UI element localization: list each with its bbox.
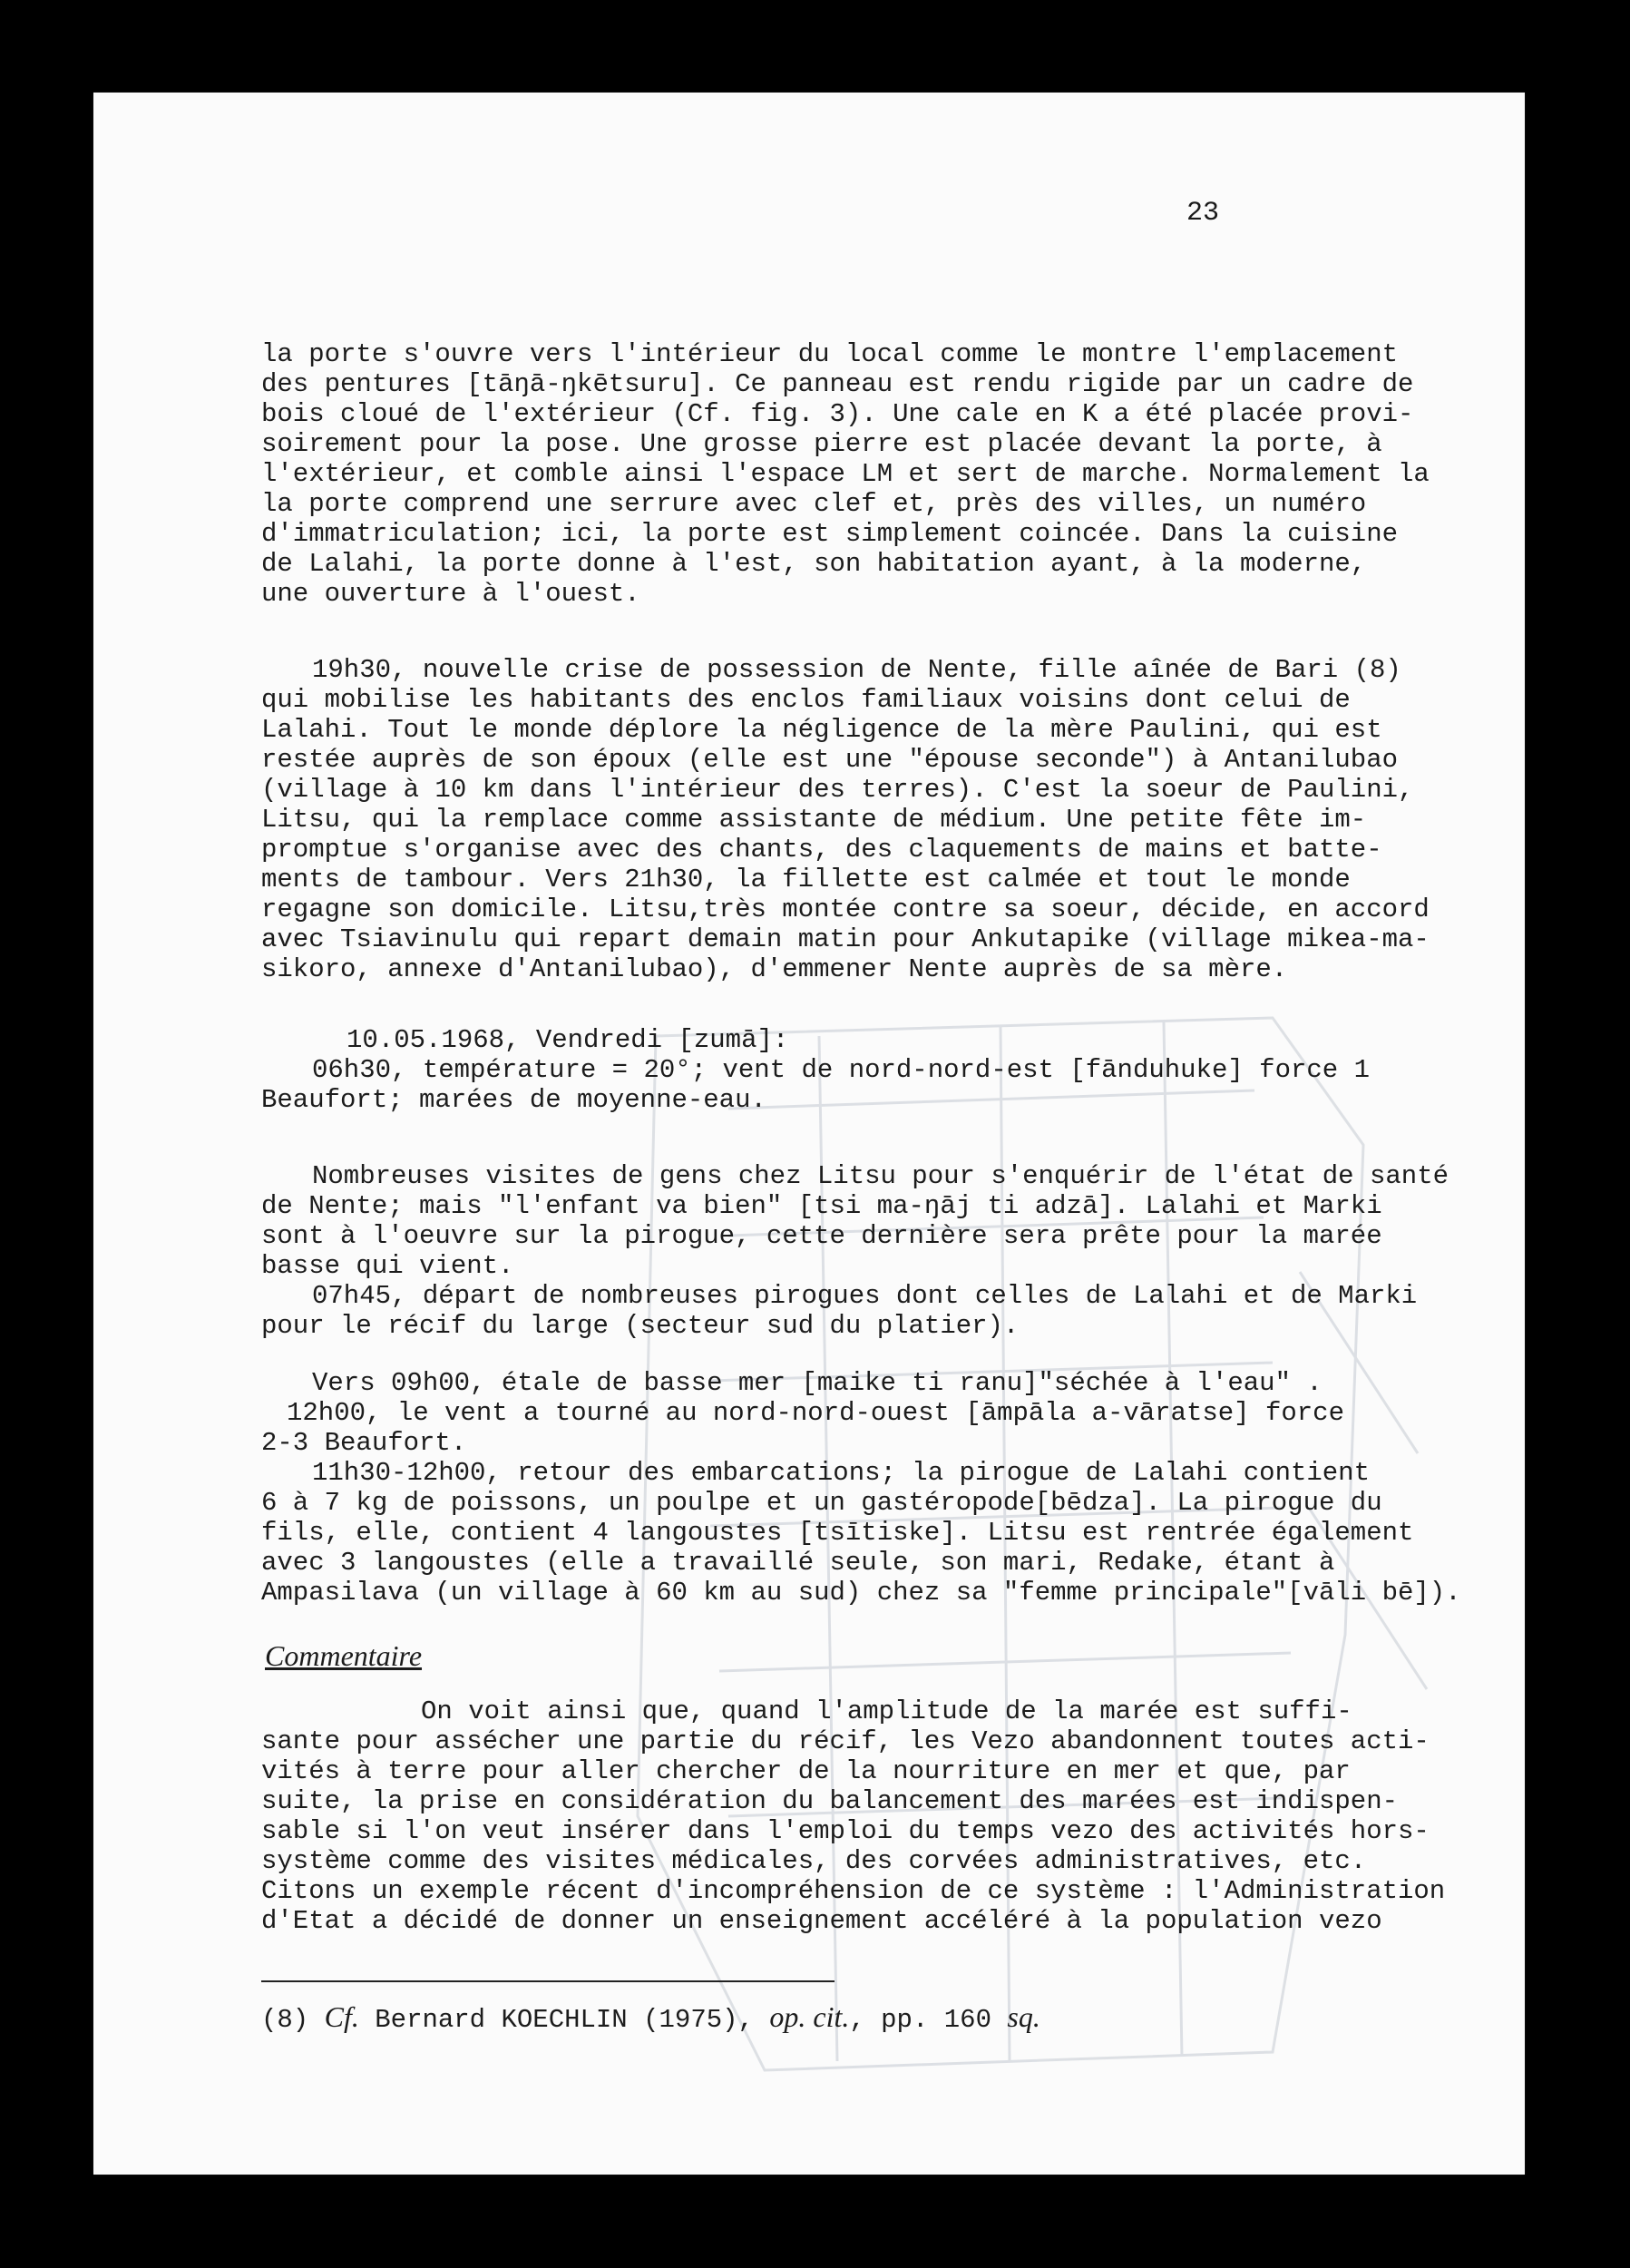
text-line: 12h00, le vent a tourné au nord-nord-ouest [āmpāla a-vāratse] force	[287, 1398, 1344, 1428]
text-line: restée auprès de son époux (elle est une "épouse seconde") à Antanilubao	[261, 745, 1399, 775]
text-line: (village à 10 km dans l'intérieur des terres). C'est la soeur de Paulini,	[261, 775, 1414, 805]
text-line: des pentures [tāŋā-ŋkētsuru]. Ce panneau est rendu rigide par un cadre de	[261, 369, 1414, 399]
text-line: Nombreuses visites de gens chez Litsu pour s'enquérir de l'état de santé	[312, 1161, 1449, 1191]
text-line: sikoro, annexe d'Antanilubao), d'emmener Nente auprès de sa mère.	[261, 954, 1288, 984]
text-line: soirement pour la pose. Une grosse pierre est placée devant la porte, à	[261, 429, 1382, 459]
paragraph-door	[261, 339, 1430, 609]
text-line: pour le récif du large (secteur sud du platier).	[261, 1311, 1020, 1341]
text-line: suite, la prise en considération du balancement des marées est indispen-	[261, 1786, 1399, 1816]
footnote-author: Bernard KOECHLIN	[375, 2005, 628, 2035]
text-line: ments de tambour. Vers 21h30, la fillette est calmée et tout le monde	[261, 865, 1351, 894]
text-line: Litsu, qui la remplace comme assistante de médium. Une petite fête im-	[261, 805, 1367, 835]
text-line: On voit ainsi que, quand l'amplitude de la marée est suffi-	[421, 1696, 1352, 1726]
text-line: Beaufort; marées de moyenne-eau.	[261, 1085, 766, 1115]
text-line: 06h30, température = 20°; vent de nord-nord-est [fānduhuke] force 1	[312, 1055, 1370, 1085]
text-line: Ampasilava (un village à 60 km au sud) chez sa "femme principale"[vāli bē]).	[261, 1578, 1461, 1608]
text-line: d'immatriculation; ici, la porte est simplement coincée. Dans la cuisine	[261, 519, 1399, 549]
footnote-year: (1975),	[643, 2005, 754, 2035]
text-line: d'Etat a décidé de donner un enseignement accéléré à la population vezo	[261, 1906, 1382, 1936]
text-line: 19h30, nouvelle crise de possession de Nente, fille aînée de Bari (8)	[312, 655, 1401, 685]
text-line: qui mobilise les habitants des enclos familiaux voisins dont celui de	[261, 685, 1351, 715]
paragraph-tide	[261, 1368, 1461, 1608]
footnote-cf: Cf.	[324, 2000, 359, 2033]
text-line: avec Tsiavinulu qui repart demain matin pour Ankutapike (village mikea-ma-	[261, 924, 1430, 954]
footnote-separator	[261, 1980, 835, 1982]
text-line: fils, elle, contient 4 langoustes [tsītiske]. Litsu est rentrée également	[261, 1518, 1414, 1548]
text-line: regagne son domicile. Litsu,très montée contre sa soeur, décide, en accord	[261, 894, 1430, 924]
text-line: Citons un exemple récent d'incompréhension de ce système : l'Administration	[261, 1876, 1446, 1906]
text-line: la porte comprend une serrure avec clef et, près des villes, un numéro	[261, 489, 1367, 519]
text-line: système comme des visites médicales, des corvées administratives, etc.	[261, 1846, 1367, 1876]
text-line: basse qui vient.	[261, 1251, 514, 1281]
commentary-heading: Commentaire	[265, 1639, 423, 1672]
text-line: de Lalahi, la porte donne à l'est, son habitation ayant, à la moderne,	[261, 549, 1367, 579]
footnote-pages: , pp. 160	[849, 2005, 991, 2035]
text-line: de Nente; mais "l'enfant va bien" [tsi ma-ŋāj ti adzā]. Lalahi et Marki	[261, 1191, 1382, 1221]
text-line: 2-3 Beaufort.	[261, 1428, 467, 1458]
paragraph-commentary	[261, 1696, 1446, 1936]
text-line: une ouverture à l'ouest.	[261, 579, 640, 609]
page-number: 23	[1186, 198, 1220, 229]
paragraph-possession-crisis	[261, 655, 1430, 984]
text-line: sont à l'oeuvre sur la pirogue, cette dernière sera prête pour la marée	[261, 1221, 1382, 1251]
text-line: 6 à 7 kg de poissons, un poulpe et un gastéropode[bēdza]. La pirogue du	[261, 1488, 1382, 1518]
paragraph-visits	[261, 1161, 1449, 1341]
text-line: promptue s'organise avec des chants, des claquements de mains et batte-	[261, 835, 1382, 865]
footnote	[261, 2000, 1040, 2035]
text-line: avec 3 langoustes (elle a travaillé seule, son mari, Redake, étant à	[261, 1548, 1335, 1578]
text-line: la porte s'ouvre vers l'intérieur du local comme le montre l'emplacement	[261, 339, 1399, 369]
footnote-sq: sq.	[1007, 2000, 1040, 2033]
text-line: Vers 09h00, étale de basse mer [maike ti ranu]"séchée à l'eau" .	[312, 1368, 1323, 1398]
text-line: bois cloué de l'extérieur (Cf. fig. 3). Une cale en K a été placée provi-	[261, 399, 1414, 429]
text-line: vités à terre pour aller chercher de la nourriture en mer et que, par	[261, 1756, 1351, 1786]
text-line: l'extérieur, et comble ainsi l'espace LM et sert de marche. Normalement la	[261, 459, 1430, 489]
paragraph-date-entry	[261, 1025, 1404, 1115]
text-line: sante pour assécher une partie du récif, les Vezo abandonnent toutes acti-	[261, 1726, 1430, 1756]
footnote-opcit: op. cit.	[769, 2000, 850, 2033]
text-line: Lalahi. Tout le monde déplore la négligence de la mère Paulini, qui est	[261, 715, 1382, 745]
date-heading: 10.05.1968, Vendredi [zumā]:	[346, 1025, 789, 1055]
footnote-number: (8)	[261, 2005, 309, 2035]
text-line: sable si l'on veut insérer dans l'emploi du temps vezo des activités hors-	[261, 1816, 1430, 1846]
text-line: 07h45, départ de nombreuses pirogues dont celles de Lalahi et de Marki	[312, 1281, 1418, 1311]
text-line: 11h30-12h00, retour des embarcations; la pirogue de Lalahi contient	[312, 1458, 1370, 1488]
